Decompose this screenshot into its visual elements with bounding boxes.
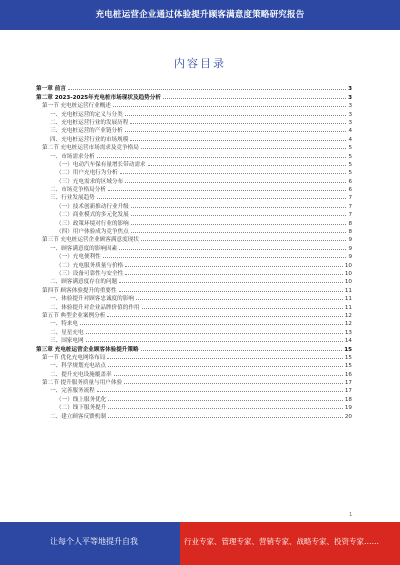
toc-entry-label: 一、科学规划充电站点	[50, 363, 106, 370]
toc-leader-dots	[163, 98, 346, 99]
toc-leader-dots	[108, 408, 343, 409]
toc-leader-dots	[148, 165, 347, 166]
toc-leader-dots	[125, 182, 346, 183]
toc-entry-label: 二、提升充电设施覆盖率	[50, 371, 112, 378]
toc-entry-page: 7	[348, 203, 352, 210]
toc-leader-dots	[108, 400, 343, 401]
toc-entry-page: 10	[344, 262, 352, 269]
footer-banner	[0, 522, 400, 565]
toc-entry-label: 第三节 充电桩运营企业顾客满意度现状	[42, 237, 139, 244]
toc-entry-page: 6	[348, 187, 352, 194]
toc-entry-page: 8	[348, 220, 352, 227]
toc-entry-label: （一）技术创新推动行业升级	[56, 203, 129, 210]
toc-leader-dots	[107, 316, 343, 317]
toc-entry-label: 三、充电桩运营的产业链分析	[50, 128, 123, 135]
toc-leader-dots	[108, 366, 343, 367]
toc-entry[interactable]	[36, 285, 352, 293]
toc-entry[interactable]	[36, 327, 352, 335]
toc-entry-page: 11	[344, 287, 352, 294]
toc-leader-dots	[131, 224, 347, 225]
toc-entry[interactable]	[36, 378, 352, 386]
toc-leader-dots	[68, 89, 346, 90]
toc-entry-page: 7	[348, 195, 352, 202]
toc-entry[interactable]	[36, 411, 352, 419]
toc-entry-label: 三、国家电网	[50, 338, 84, 345]
toc-leader-dots	[113, 106, 347, 107]
toc-entry-label: 第一节 优化充电网络布局	[42, 354, 106, 361]
toc-entry-label: （三）设备可靠性与安全性	[56, 270, 124, 277]
toc-entry-page: 3	[348, 103, 352, 110]
toc-entry[interactable]	[36, 336, 352, 344]
toc-leader-dots	[124, 383, 343, 384]
toc-entry-page: 10	[344, 279, 352, 286]
toc-entry[interactable]	[36, 386, 352, 394]
toc-leader-dots	[119, 291, 343, 292]
toc-leader-dots	[114, 375, 343, 376]
toc-entry-label: 第四节 顾客体验提升的重要性	[42, 287, 117, 294]
toc-entry-page: 12	[344, 321, 352, 328]
toc-entry-page: 5	[348, 145, 352, 152]
toc-entry[interactable]	[36, 369, 352, 377]
toc-entry-page: 10	[344, 270, 352, 277]
toc-leader-dots	[130, 140, 346, 141]
toc-leader-dots	[97, 391, 343, 392]
toc-entry-page: 19	[344, 405, 352, 412]
toc-entry-label: 一、完善服务流程	[50, 388, 95, 395]
toc-entry-label: 第二章 2023-2025年充电桩市场现状及趋势分析	[36, 94, 161, 101]
toc-leader-dots	[107, 358, 343, 359]
toc-entry-page: 9	[348, 245, 352, 252]
document-title: 充电桩运营企业通过体验提升顾客满意度策略研究报告	[95, 10, 305, 20]
toc-entry-page: 9	[348, 254, 352, 261]
toc-leader-dots	[130, 123, 346, 124]
toc-entry-label: 一、顾客满意度的影响因素	[50, 245, 118, 252]
toc-entry[interactable]	[36, 210, 352, 218]
toc-entry-page: 11	[344, 304, 352, 311]
table-of-contents	[36, 84, 352, 420]
toc-entry-label: （二）用户充电行为分析	[56, 170, 118, 177]
toc-entry-page: 3	[348, 119, 352, 126]
toc-entry-label: （三）充电需求的区域分布	[56, 178, 124, 185]
toc-entry[interactable]	[36, 176, 352, 184]
toc-entry-page: 17	[344, 388, 352, 395]
toc-entry[interactable]	[36, 269, 352, 277]
toc-entry-label: 第三章 充电桩运营企业顾客体验提升策略	[36, 346, 139, 353]
toc-entry-page: 6	[348, 178, 352, 185]
toc-entry-label: （一）线上服务优化	[56, 396, 107, 403]
toc-leader-dots	[103, 257, 347, 258]
toc-entry-page: 12	[344, 312, 352, 319]
toc-entry-label: （二）线下服务提升	[56, 405, 107, 412]
toc-entry-label: 第一章 前言	[36, 86, 66, 93]
toc-entry-page: 16	[344, 371, 352, 378]
toc-leader-dots	[125, 274, 343, 275]
toc-entry[interactable]	[36, 134, 352, 142]
toc-entry-label: （四）用户体验成为竞争焦点	[56, 229, 129, 236]
toc-entry-page: 3	[348, 94, 352, 101]
toc-entry[interactable]	[36, 92, 352, 100]
toc-entry-label: 一、体验提升对顾客忠诚度的影响	[50, 296, 134, 303]
toc-leader-dots	[141, 148, 347, 149]
toc-leader-dots	[125, 115, 347, 116]
toc-entry[interactable]	[36, 84, 352, 92]
toc-entry-page: 13	[344, 329, 352, 336]
toc-entry-page: 5	[348, 170, 352, 177]
toc-entry[interactable]	[36, 193, 352, 201]
toc-leader-dots	[119, 282, 343, 283]
toc-entry[interactable]	[36, 109, 352, 117]
toc-entry-page: 3	[348, 86, 352, 93]
toc-entry[interactable]	[36, 311, 352, 319]
toc-entry-page: 4	[348, 128, 352, 135]
toc-leader-dots	[125, 266, 343, 267]
toc-leader-dots	[131, 215, 347, 216]
toc-entry[interactable]	[36, 260, 352, 268]
toc-entry[interactable]	[36, 126, 352, 134]
toc-heading: 内容目录	[174, 57, 226, 70]
toc-leader-dots	[97, 198, 347, 199]
toc-entry[interactable]	[36, 243, 352, 251]
toc-leader-dots	[136, 299, 343, 300]
footer-experts: 行业专家、管理专家、营销专家、战略专家、投资专家……	[184, 537, 379, 546]
toc-entry-label: （一）电动汽车保有量增长带动需求	[56, 161, 146, 168]
toc-entry[interactable]	[36, 227, 352, 235]
toc-entry[interactable]	[36, 143, 352, 151]
toc-entry-label: 第五节 典型企业案例分析	[42, 312, 106, 319]
toc-entry[interactable]	[36, 344, 352, 352]
toc-entry-label: 二、星星充电	[50, 329, 84, 336]
toc-entry-page: 15	[344, 346, 352, 353]
toc-entry-label: 一、充电桩运营的定义与分类	[50, 111, 123, 118]
toc-entry-page: 17	[344, 380, 352, 387]
toc-entry[interactable]	[36, 101, 352, 109]
toc-leader-dots	[131, 207, 347, 208]
toc-entry-label: 一、市场需求分析	[50, 153, 95, 160]
toc-entry-label: （二）充电服务质量与价格	[56, 262, 124, 269]
toc-entry[interactable]	[36, 218, 352, 226]
page-number: 1	[349, 512, 353, 518]
footer-slogan: 让每个人平等地提升自我	[50, 537, 138, 546]
toc-leader-dots	[141, 240, 347, 241]
toc-entry[interactable]	[36, 353, 352, 361]
toc-entry[interactable]	[36, 185, 352, 193]
toc-entry[interactable]	[36, 168, 352, 176]
toc-leader-dots	[142, 308, 343, 309]
toc-entry-label: 二、充电桩运营行业的发展历程	[50, 119, 129, 126]
toc-entry-page: 18	[344, 396, 352, 403]
toc-entry-page: 7	[348, 212, 352, 219]
toc-entry-label: 第二节 提升服务质量与用户体验	[42, 380, 123, 387]
toc-entry[interactable]	[36, 201, 352, 209]
toc-entry-page: 9	[348, 237, 352, 244]
toc-leader-dots	[131, 232, 347, 233]
toc-leader-dots	[86, 333, 343, 334]
toc-entry-label: 二、建立顾客反馈机制	[50, 413, 106, 420]
toc-leader-dots	[86, 341, 343, 342]
toc-entry-label: 一、特来电	[50, 321, 78, 328]
toc-entry[interactable]	[36, 361, 352, 369]
toc-entry-label: （三）政策环境对行业的影响	[56, 220, 129, 227]
toc-entry[interactable]	[36, 118, 352, 126]
toc-entry-page: 15	[344, 354, 352, 361]
toc-leader-dots	[97, 157, 347, 158]
toc-entry-page: 3	[348, 111, 352, 118]
toc-entry-label: （一）充电便利性	[56, 254, 101, 261]
toc-entry-label: 二、体验提升对企业品牌价值的作用	[50, 304, 140, 311]
toc-leader-dots	[141, 350, 343, 351]
toc-entry-page: 20	[344, 413, 352, 420]
toc-entry[interactable]	[36, 252, 352, 260]
toc-entry-label: （二）商业模式的多元化发展	[56, 212, 129, 219]
toc-entry[interactable]	[36, 160, 352, 168]
toc-entry-label: 三、行业发展趋势	[50, 195, 95, 202]
toc-entry-page: 5	[348, 153, 352, 160]
document-header	[0, 0, 400, 30]
toc-entry[interactable]	[36, 302, 352, 310]
toc-leader-dots	[108, 417, 343, 418]
toc-leader-dots	[80, 324, 343, 325]
toc-entry[interactable]	[36, 394, 352, 402]
toc-entry[interactable]	[36, 151, 352, 159]
toc-entry-page: 4	[348, 136, 352, 143]
toc-entry-label: 第二节 充电桩运营市场需求及竞争格局	[42, 145, 139, 152]
toc-entry[interactable]	[36, 235, 352, 243]
toc-entry-label: 二、市场竞争格局分析	[50, 187, 106, 194]
toc-leader-dots	[108, 190, 346, 191]
toc-entry[interactable]	[36, 403, 352, 411]
toc-leader-dots	[120, 173, 347, 174]
toc-leader-dots	[119, 249, 346, 250]
toc-entry-page: 11	[344, 296, 352, 303]
toc-entry-page: 5	[348, 161, 352, 168]
toc-entry-page: 8	[348, 229, 352, 236]
toc-entry-label: 第一节 充电桩运营行业概述	[42, 103, 111, 110]
toc-entry[interactable]	[36, 319, 352, 327]
toc-entry-page: 14	[344, 338, 352, 345]
toc-entry-page: 15	[344, 363, 352, 370]
toc-entry-label: 二、顾客满意度存在的问题	[50, 279, 118, 286]
toc-entry[interactable]	[36, 277, 352, 285]
toc-leader-dots	[125, 131, 347, 132]
toc-entry[interactable]	[36, 294, 352, 302]
toc-entry-label: 四、充电桩运营行业的市场规模	[50, 136, 129, 143]
